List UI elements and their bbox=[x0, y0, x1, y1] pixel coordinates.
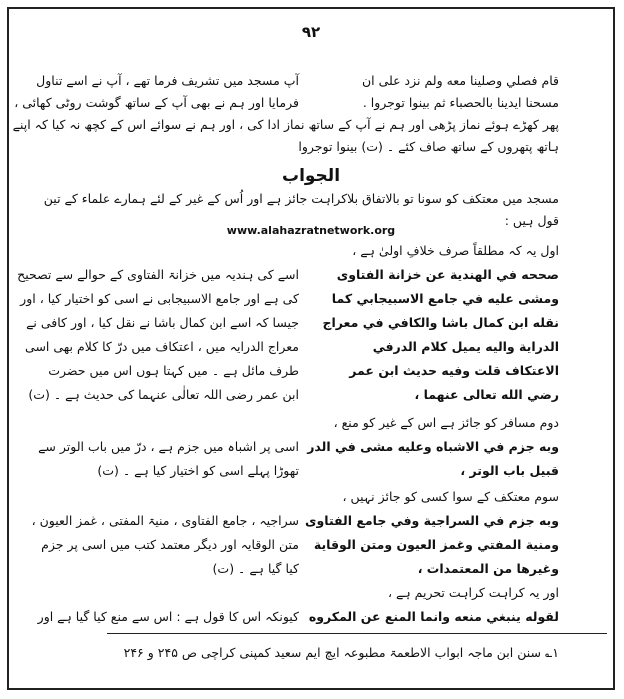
left-col-line: تھوڑا پہلے اسی کو اختیار کیا ہے ۔ (ت) bbox=[97, 463, 299, 478]
left-col-line: اسی پر اشباہ میں جزم ہے ، درّ میں باب الوتر سے bbox=[38, 439, 299, 454]
top-right-line: مسحنا ايدينا بالحصباء ثم بينوا توجروا . bbox=[362, 95, 559, 110]
right-col-line: ومنية المفتي وغمز العيون ومتن الوقاية bbox=[313, 537, 559, 552]
footnote-divider bbox=[107, 633, 607, 634]
left-col-line: کی ہے اور جامع الاسبیجابی نے اسی کو اختیار کیا ، اور bbox=[20, 291, 299, 306]
left-col-line: کیونکہ اس کا قول ہے : اس سے منع کیا گیا ہے اور bbox=[37, 609, 299, 624]
top-full-line: ہاتھ پتھروں کے ساتھ صاف کئے ۔ (ت) بینوا توجروا bbox=[298, 139, 559, 154]
right-col-line: رضي الله تعالى عنهما ، bbox=[414, 387, 559, 402]
footnote: ۱؎ سنن ابن ماجہ ابواب الاطعمۃ مطبوعہ ایچ ایم سعید کمپنی کراچی ص ۲۴۵ و ۲۴۶ bbox=[123, 645, 559, 660]
left-col-line: متن الوقایہ اور دیگر معتمد کتب میں اسی پر جزم bbox=[41, 537, 299, 552]
left-col-line: کیا گیا ہے ۔ (ت) bbox=[212, 561, 299, 576]
right-col-line: قبيل باب الوتر ، bbox=[460, 463, 559, 478]
right-col-line: اور یہ کراہت کراہت تحریم ہے ، bbox=[388, 585, 559, 600]
right-col-line: وغيرها من المعتمدات ، bbox=[417, 561, 559, 576]
intro-line: قول ہیں : bbox=[504, 213, 559, 228]
right-col-line: وبه جزم في الاشباه وعليه مشى في الدر bbox=[307, 439, 559, 454]
left-col-line: طرف مائل ہے ۔ میں کہتا ہوں اس میں حضرت bbox=[48, 363, 299, 378]
page-frame bbox=[7, 7, 615, 690]
left-col-line: سراجیہ ، جامع الفتاوی ، منیۃ المفتی ، غمز العیون ، bbox=[31, 513, 299, 528]
left-col-line: جیسا کہ اسے ابن کمال باشا نے نقل کیا ، اور کافی نے bbox=[26, 315, 299, 330]
top-left-line: آپ مسجد میں تشریف فرما تھے ، آپ نے اسے تناول bbox=[36, 73, 299, 88]
page-number: ۹۲ bbox=[301, 23, 321, 41]
right-col-line: صححه في الهندية عن خزانة الفتاوى bbox=[336, 267, 559, 282]
top-full-line: پھر کھڑے ہوئے نماز پڑھی اور ہم نے آپ کے ساتھ نماز ادا کی ، اور ہم نے سوائے اس کے کچھ نہ کیا کہ اپنے bbox=[12, 117, 559, 132]
left-col-line: ابن عمر رضی اللہ تعالٰی عنہما کی حدیث ہے ۔ (ت) bbox=[28, 387, 299, 402]
right-col-line: دوم مسافر کو جائز ہے اس کے غیر کو منع ، bbox=[333, 415, 559, 430]
right-col-line: لقوله ينبغي منعه وانما المنع عن المكروه bbox=[308, 609, 559, 624]
right-col-line: اول یہ کہ مطلقاً صرف خلافِ اولیٰ ہے ، bbox=[352, 243, 559, 258]
right-col-line: الدراية واليه يميل كلام الدرفي bbox=[372, 339, 559, 354]
answer-heading: الجواب bbox=[281, 166, 341, 186]
watermark-url: www.alahazratnetwork.org bbox=[226, 224, 396, 237]
right-col-line: ومشى عليه في جامع الاسبيجابي كما bbox=[331, 291, 559, 306]
right-col-line: نقله ابن كمال باشا والكافي في معراج bbox=[322, 315, 559, 330]
right-col-line: الاعتكاف قلت وفيه حديث ابن عمر bbox=[349, 363, 559, 378]
right-col-line: وبه جزم في السراجية وفي جامع الفتاوى bbox=[305, 513, 559, 528]
left-col-line: معراج الدرایہ میں ، اعتکاف میں درّ کا کلام بھی اسی bbox=[25, 339, 299, 354]
intro-line: مسجد میں معتکف کو سونا تو بالاتفاق بلاکراہت جائز ہے اور اُس کے غیر کے لئے ہمارے علماء کے تین bbox=[43, 191, 559, 206]
top-right-line: قام فصلي وصلينا معه ولم نزد على ان bbox=[361, 73, 559, 88]
left-col-line: اسے کی ہندیہ میں خزانۃ الفتاوی کے حوالے سے تصحیح bbox=[17, 267, 299, 282]
right-col-line: سوم معتکف کے سوا کسی کو جائز نہیں ، bbox=[342, 489, 559, 504]
top-left-line: فرمایا اور ہم نے بھی آپ کے ساتھ گوشت روٹی کھائی ، bbox=[14, 95, 299, 110]
